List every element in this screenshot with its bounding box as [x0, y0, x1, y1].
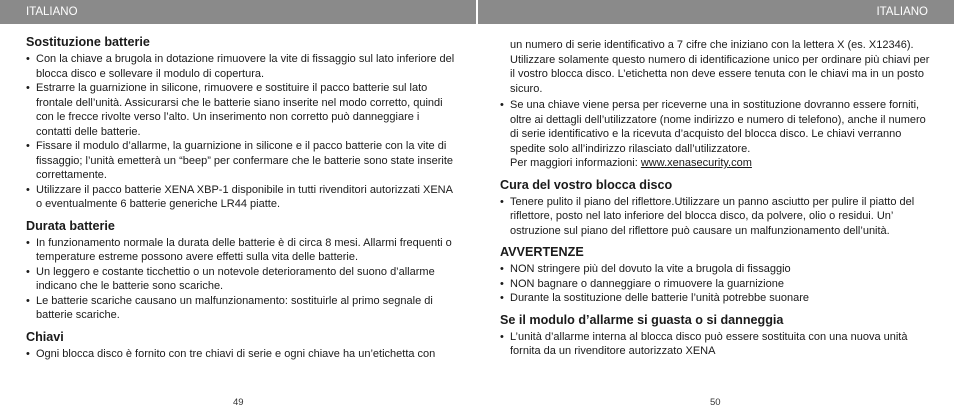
list-item: • Fissare il modulo d’allarme, la guarnizione in silicone e il pacco batterie con la vite di fissaggio; l’unità emetterà un “beep” per confermare che le batterie sono state inserite correttamente. [26, 139, 456, 183]
page-number-left: 49 [233, 397, 244, 408]
header-right-label: ITALIANO [876, 6, 928, 18]
list-item: • Un leggero e costante ticchettio o un notevole deterioramento del suono d’allarme indicano che le batterie sono scariche. [26, 265, 456, 294]
section-care [500, 177, 930, 239]
more-info [500, 156, 930, 171]
list-item: • Tenere pulito il piano del riflettore.Utilizzare un panno asciutto per pulire il piatto del riflettore, posto nel lato inferiore del blocca disco, da polvere, olio o residui. Un’ ostruzione sul piano del riflettore può causare un malfunzionamento dell’unità. [500, 195, 930, 239]
website-link[interactable]: www.xenasecurity.com [640, 157, 752, 169]
section-title: AVVERTENZE [500, 245, 584, 259]
page-number-right: 50 [710, 397, 721, 408]
list-item: • Con la chiave a brugola in dotazione rimuovere la vite di fissaggio sul lato inferiore del blocca disco e sollevare il modulo di copertura. [26, 52, 456, 81]
header-left [0, 0, 476, 24]
section-battery-replacement [26, 34, 456, 212]
section-keys [26, 329, 456, 362]
list-item: • Se una chiave viene persa per riceverne una in sostituzione dovranno essere forniti, oltre ai dettagli dell’utilizzatore (nome indirizzo e numero di telefono), anche il numero di serie identificativo e la ricevuta d’acquisto del blocca disco. Le chiavi verranno spedite solo all’indirizzo rilasciato dall’utilizzatore. [500, 98, 930, 156]
list-item: • L’unità d’allarme interna al blocca disco può essere sostituita con una nuova unità fornita da un rivenditore autorizzato XENA [500, 330, 930, 359]
more-info-label: Per maggiori informazioni: [510, 157, 641, 169]
section-keys-continued [500, 38, 930, 171]
section-warnings [500, 244, 930, 306]
list-item: • NON bagnare o danneggiare o rimuovere la guarnizione [500, 277, 930, 292]
section-battery-life [26, 218, 456, 323]
header-right [478, 0, 954, 24]
keys-continued-text: un numero di serie identificativo a 7 cifre che iniziano con la lettera X (es. X12346). Utilizzare solamente questo numero di identificazione unico per ordinare più chiavi per il vostro blocca disco. L’etichetta non deve essere tenuta con le chiavi ma in un posto sicuro. [510, 39, 930, 95]
section-title: Se il modulo d’allarme si guasta o si danneggia [500, 312, 784, 327]
header-left-label: ITALIANO [26, 6, 78, 18]
section-title: Chiavi [26, 329, 64, 344]
list-item: • Ogni blocca disco è fornito con tre chiavi di serie e ogni chiave ha un’etichetta con [26, 347, 456, 362]
list-item: • Utilizzare il pacco batterie XENA XBP-1 disponibile in tutti rivenditori autorizzati XENA o eventualmente 6 batterie generiche LR44 piatte. [26, 183, 456, 212]
section-damage [500, 312, 930, 359]
list-item: • Durante la sostituzione delle batterie l’unità potrebbe suonare [500, 291, 930, 306]
right-column [500, 38, 930, 365]
section-title: Durata batterie [26, 218, 115, 233]
list-item: • In funzionamento normale la durata delle batterie è di circa 8 mesi. Allarmi frequenti o temperature estreme possono avere effetti sulla vita delle batterie. [26, 236, 456, 265]
list-item: • NON stringere più del dovuto la vite a brugola di fissaggio [500, 262, 930, 277]
list-item: • Estrarre la guarnizione in silicone, rimuovere e sostituire il pacco batterie sul lato frontale dell’unità. Assicurarsi che le batterie siano inserite nel modo corretto, quindi con le frecce rivolte verso l’alto. Un inserimento non corretto può danneggiare i contatti delle batterie. [26, 81, 456, 139]
section-title: Sostituzione batterie [26, 35, 150, 49]
list-item: • Le batterie scariche causano un malfunzionamento: sostituirle al primo segnale di batterie scariche. [26, 294, 456, 323]
section-title: Cura del vostro blocca disco [500, 177, 673, 192]
left-column [26, 34, 456, 367]
